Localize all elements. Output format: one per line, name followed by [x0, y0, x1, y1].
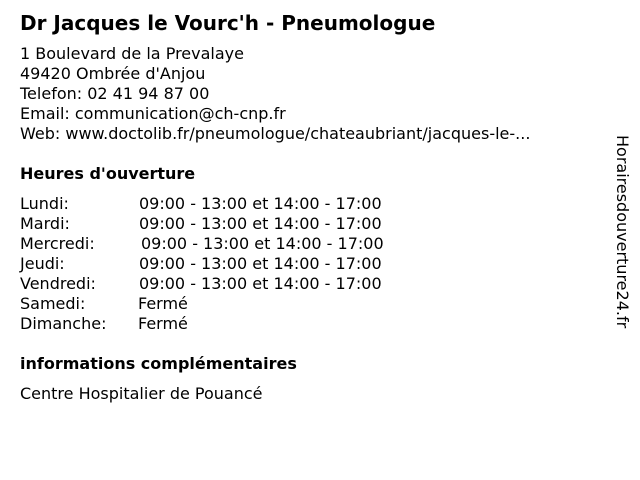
info-heading: informations complémentaires: [20, 354, 297, 373]
time-value: 09:00 - 13:00 et 14:00 - 17:00: [139, 194, 382, 213]
day-label: Vendredi:: [20, 274, 96, 293]
hours-row-vendredi: [20, 274, 440, 294]
day-label: Samedi:: [20, 294, 86, 313]
hours-row-mardi: [20, 214, 440, 234]
day-label: Jeudi:: [20, 254, 65, 273]
address-street: 1 Boulevard de la Prevalaye: [20, 44, 244, 63]
info-text: Centre Hospitalier de Pouancé: [20, 384, 263, 403]
time-value: Fermé: [138, 294, 188, 313]
time-value: 09:00 - 13:00 et 14:00 - 17:00: [141, 234, 384, 253]
page-title: Dr Jacques le Vourc'h - Pneumologue: [20, 11, 436, 35]
phone-line: Telefon: 02 41 94 87 00: [20, 84, 210, 103]
email-line: Email: communication@ch-cnp.fr: [20, 104, 286, 123]
site-watermark: Horairesdouverture24.fr: [613, 135, 632, 329]
time-value: 09:00 - 13:00 et 14:00 - 17:00: [139, 254, 382, 273]
hours-row-jeudi: [20, 254, 440, 274]
time-value: Fermé: [138, 314, 188, 333]
hours-row-samedi: [20, 294, 440, 314]
day-label: Dimanche:: [20, 314, 107, 333]
hours-row-dimanche: [20, 314, 440, 334]
day-label: Mercredi:: [20, 234, 95, 253]
time-value: 09:00 - 13:00 et 14:00 - 17:00: [139, 274, 382, 293]
address-city: 49420 Ombrée d'Anjou: [20, 64, 206, 83]
hours-row-mercredi: [20, 234, 440, 254]
hours-heading: Heures d'ouverture: [20, 164, 196, 183]
opening-hours-table: [20, 194, 440, 334]
contact-block: [20, 44, 530, 144]
day-label: Mardi:: [20, 214, 70, 233]
time-value: 09:00 - 13:00 et 14:00 - 17:00: [139, 214, 382, 233]
day-label: Lundi:: [20, 194, 69, 213]
hours-row-lundi: [20, 194, 440, 214]
web-line: Web: www.doctolib.fr/pneumologue/chateaubriant/jacques-le-...: [20, 124, 531, 143]
